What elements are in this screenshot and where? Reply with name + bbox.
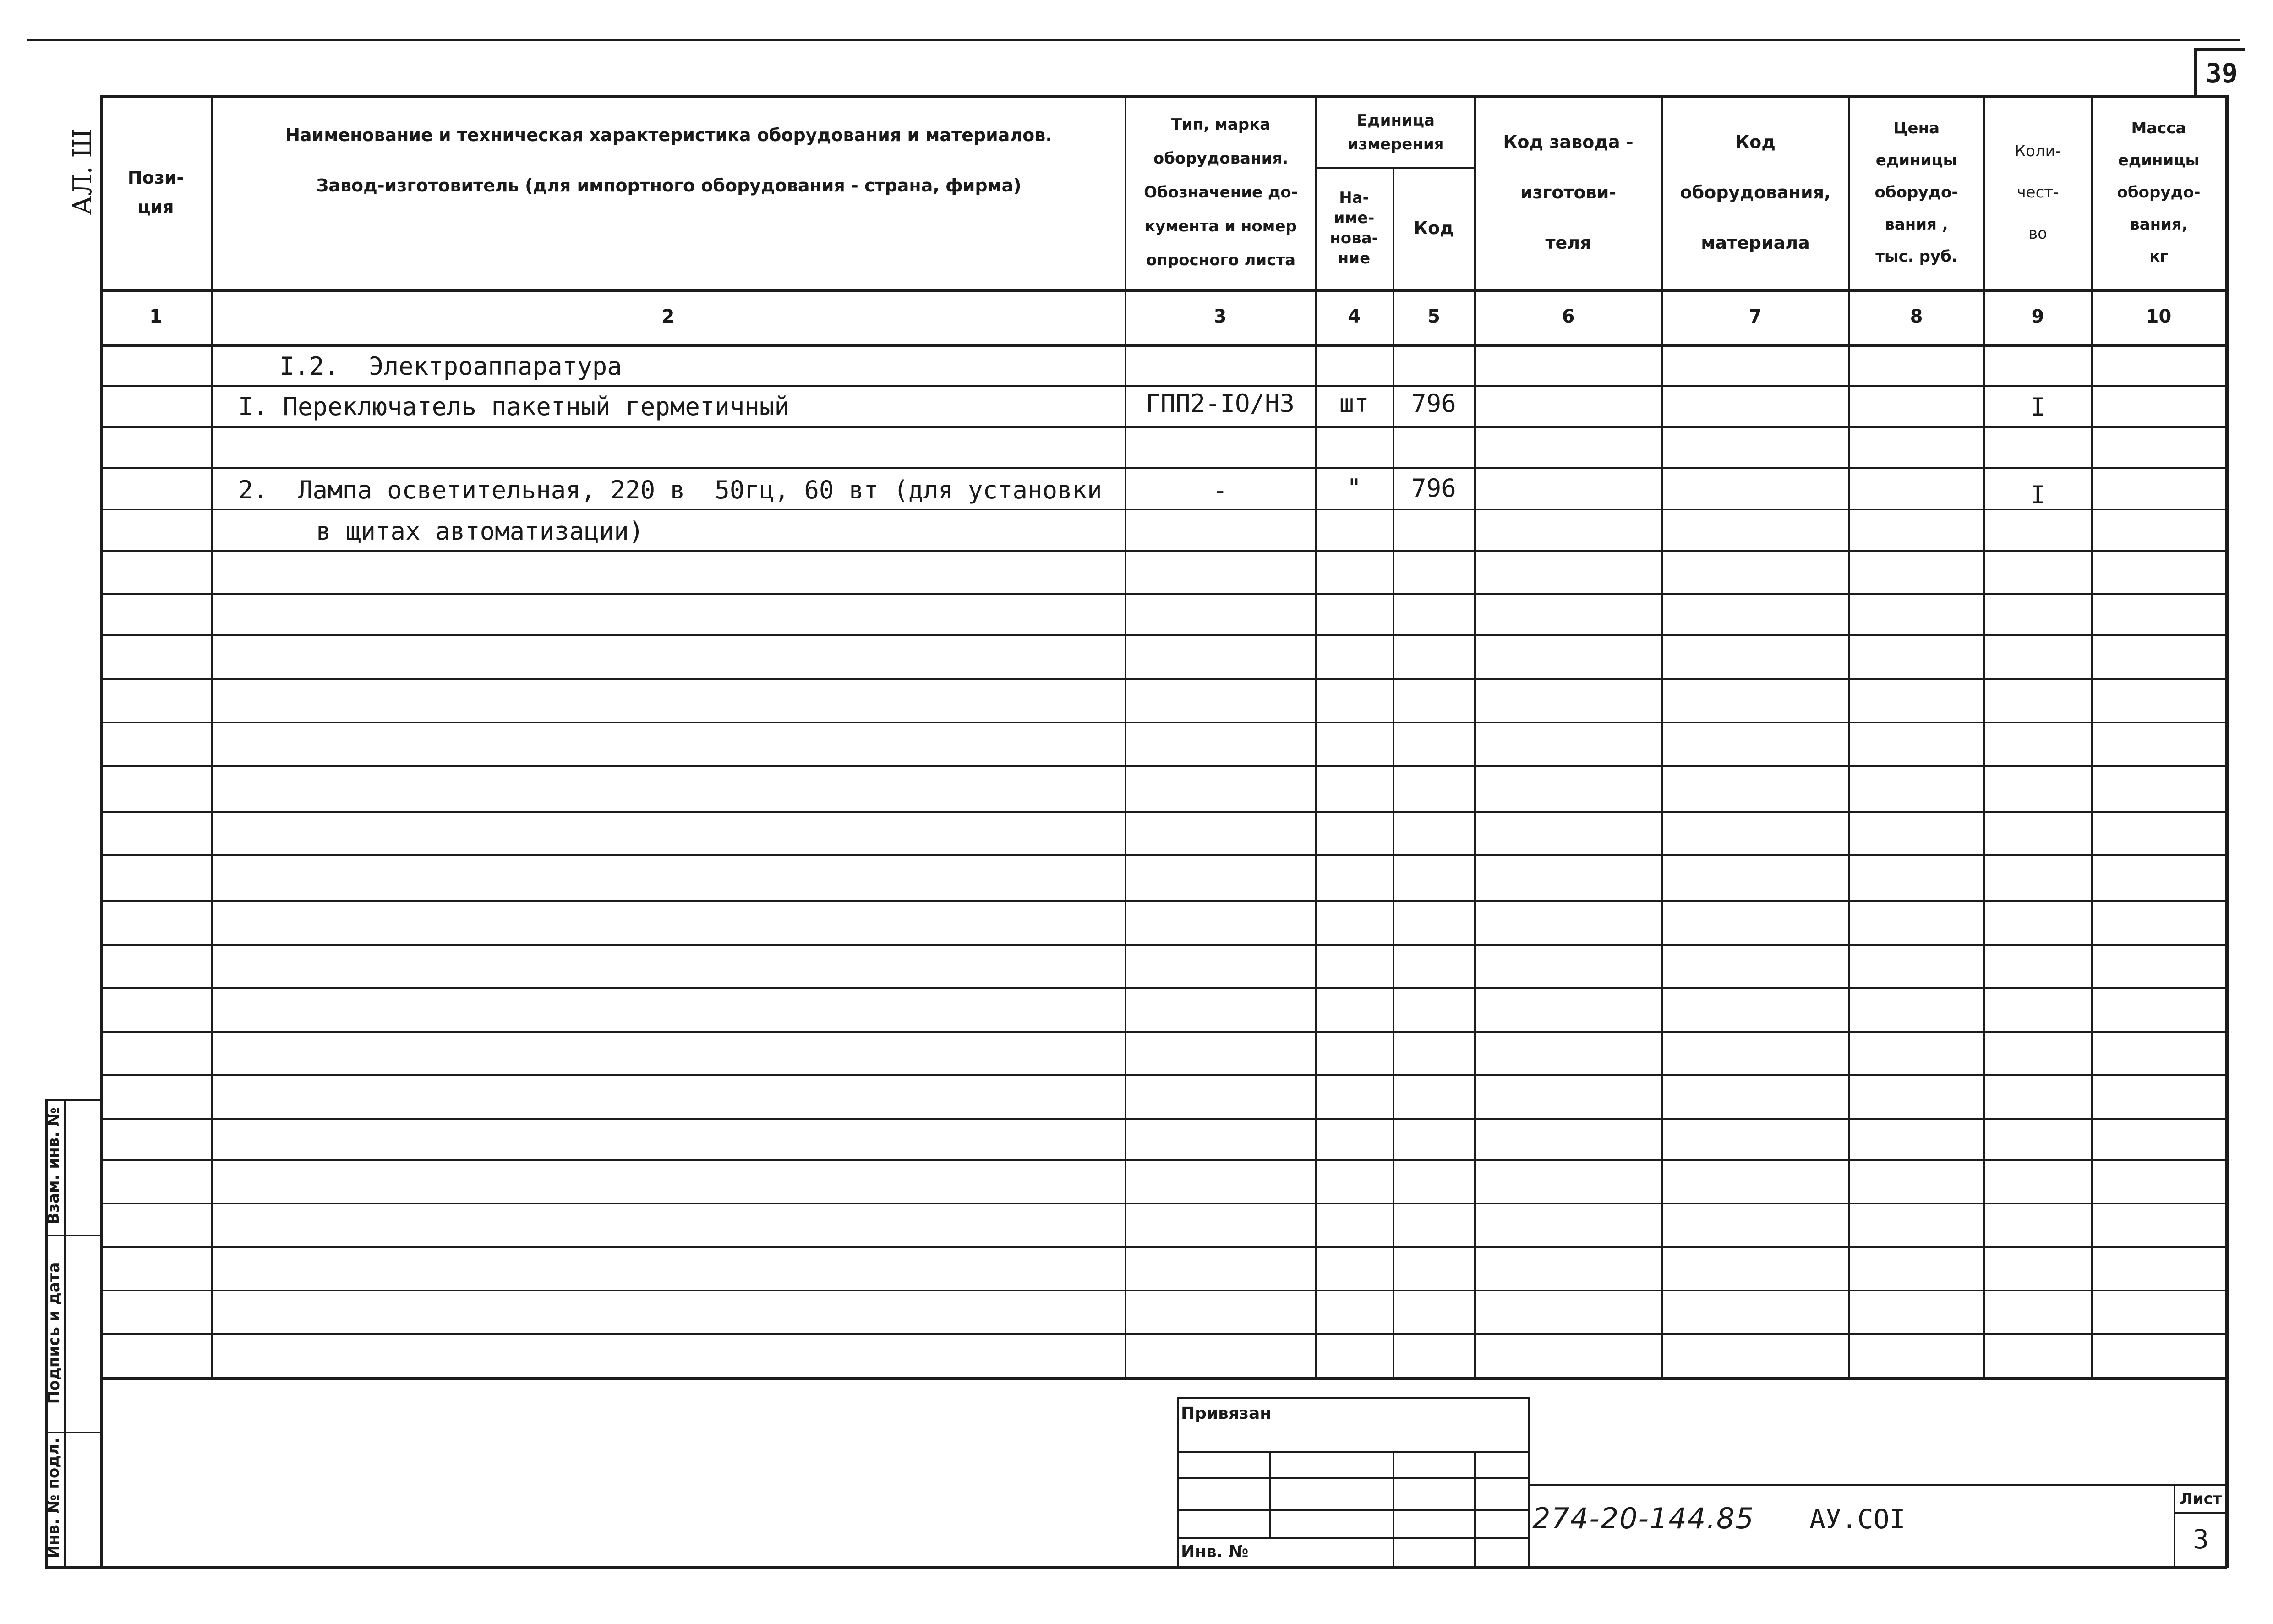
row-1-qty: I: [2030, 392, 2045, 421]
col-line-7: [1848, 95, 1850, 1378]
header-col-4: На- име- нова- ние: [1330, 188, 1378, 268]
table-top-line: [102, 95, 2227, 98]
header-unit-group: Единица измерения: [1347, 111, 1444, 153]
row-line: [102, 426, 2227, 428]
header-col-1: Пози- ция: [127, 168, 184, 217]
col-num-10: 10: [2146, 306, 2172, 327]
row-line: [102, 765, 2227, 767]
row-line: [102, 509, 2227, 510]
side-mark: АЛ. Ш: [67, 128, 98, 215]
top-border-line: [27, 39, 2240, 41]
row-2-name: 2. Лампа осветительная, 220 в 50гц, 60 вт (для установки: [238, 476, 1102, 504]
col-num-7: 7: [1749, 306, 1762, 327]
row-line: [102, 467, 2227, 469]
row-1-code: 796: [1411, 388, 1456, 418]
col-line-2: [1125, 95, 1126, 1378]
header-col-5: Код: [1414, 218, 1454, 238]
row-section-title: I.2. Электроаппаратура: [279, 352, 622, 381]
row-2-unit: ": [1346, 473, 1362, 503]
page-number-box-left: [2194, 48, 2197, 98]
row-line: [102, 987, 2227, 989]
row-2-type: -: [1213, 476, 1228, 505]
row-line: [102, 944, 2227, 946]
header-col-8: Цена единицы оборудо- вания , тыс. руб.: [1874, 119, 1958, 266]
row-1-unit: шт: [1339, 388, 1369, 418]
stamp-top: [1177, 1397, 1528, 1399]
col-line-10: [2225, 95, 2229, 1568]
row-line: [102, 678, 2227, 680]
page-number: 39: [2206, 58, 2238, 89]
doc-mark: АУ.COI: [1809, 1504, 1906, 1535]
row-2-qty: I: [2030, 480, 2045, 509]
row-line: [102, 1159, 2227, 1161]
row-line: [102, 1031, 2227, 1033]
row-line: [102, 550, 2227, 552]
row-line: [102, 1118, 2227, 1120]
sheet-label: Лист: [2180, 1490, 2222, 1508]
row-line: [102, 593, 2227, 595]
side-strip-div1: [45, 1235, 101, 1236]
row-line: [102, 900, 2227, 902]
row-line: [102, 1290, 2227, 1291]
row-2-name-cont: в щитах автоматизации): [316, 517, 644, 546]
stamp-left: [1177, 1397, 1179, 1567]
stamp-right: [1528, 1397, 1530, 1567]
col-num-8: 8: [1910, 306, 1923, 327]
col-line-1: [211, 95, 213, 1378]
unit-group-divider: [1315, 167, 1474, 169]
col-num-1: 1: [149, 306, 162, 327]
row-1-name: I. Переключатель пакетный герметичный: [238, 392, 789, 421]
col-num-3: 3: [1213, 306, 1227, 327]
stamp-inv-no-label: Инв. №: [1181, 1542, 1249, 1561]
doc-code-top: [1528, 1484, 2226, 1486]
side-label-inv-podl: Инв. № подл.: [44, 1438, 63, 1558]
header-col-2: Наименование и техническая характеристика оборудования и материалов. Завод-изготовитель (для импортного оборудования - страна, фирма): [285, 125, 1052, 196]
table-bottom-line: [102, 1377, 2227, 1380]
col-num-5: 5: [1427, 306, 1440, 327]
doc-code: 274-20-144.85: [1532, 1502, 1754, 1535]
row-2-code: 796: [1411, 473, 1456, 503]
col-line-4: [1393, 167, 1394, 1378]
row-line: [102, 854, 2227, 856]
stamp-col-3: [1474, 1451, 1476, 1566]
side-label-vzam-inv: Взам. инв. №: [44, 1107, 63, 1225]
row-line: [102, 1333, 2227, 1335]
row-1-type: ГПП2-IO/НЗ: [1145, 388, 1295, 418]
stamp-privyazan-label: Привязан: [1181, 1404, 1272, 1423]
row-line: [102, 722, 2227, 723]
frame-bottom-line: [45, 1566, 2227, 1569]
stamp-col-2: [1393, 1451, 1394, 1566]
col-line-5: [1474, 95, 1476, 1378]
row-line: [102, 634, 2227, 636]
col-line-3: [1315, 95, 1317, 1378]
col-num-4: 4: [1348, 306, 1361, 327]
stamp-col-1: [1269, 1451, 1271, 1537]
row-line: [102, 1074, 2227, 1076]
header-col-6: Код завода - изготови- теля: [1503, 132, 1634, 253]
row-line: [102, 811, 2227, 813]
col-line-9: [2091, 95, 2093, 1378]
header-col-9: Коли- чест- во: [2014, 142, 2061, 243]
sheet-number: 3: [2193, 1524, 2209, 1555]
col-num-6: 6: [1562, 306, 1575, 327]
number-row-bottom-line: [102, 344, 2227, 347]
col-line-6: [1661, 95, 1663, 1378]
col-line-8: [1983, 95, 1985, 1378]
col-num-9: 9: [2031, 306, 2044, 327]
header-col-7: Код оборудования, материала: [1680, 132, 1831, 253]
header-col-10: Масса единицы оборудо- вания, кг: [2117, 119, 2201, 266]
header-col-3: Тип, марка оборудования. Обозначение до- кумента и номер опросного листа: [1144, 115, 1298, 269]
row-line: [102, 1203, 2227, 1204]
col-num-2: 2: [661, 306, 675, 327]
side-label-podpis-data: Подпись и дата: [45, 1262, 63, 1404]
row-line: [102, 1246, 2227, 1248]
